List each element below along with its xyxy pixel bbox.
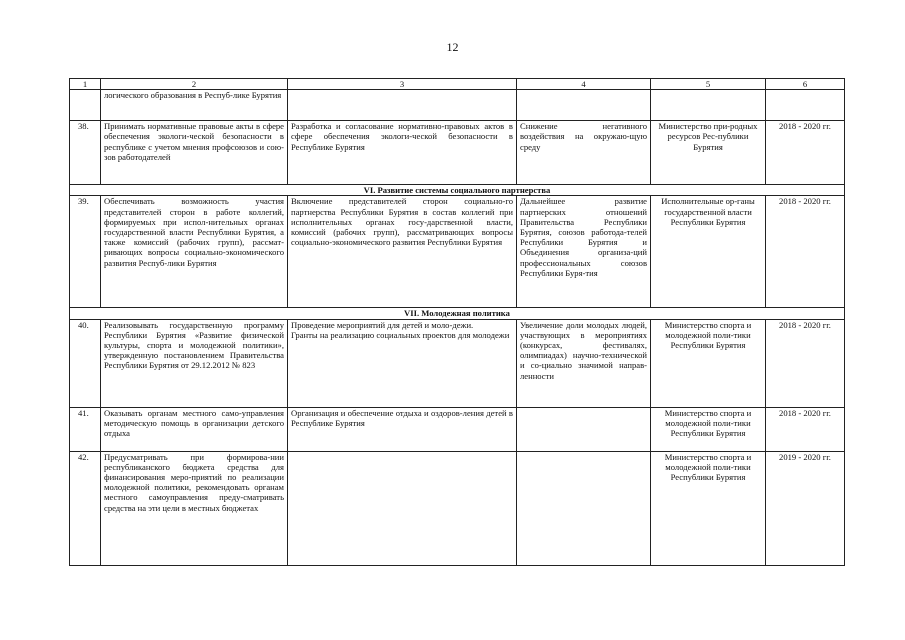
row-number: 42.	[70, 451, 101, 565]
section-title: VI. Развитие системы социального партнерства	[70, 185, 845, 196]
row-number: 41.	[70, 407, 101, 451]
header-col-1: 1	[70, 79, 101, 90]
row-result: Дальнейшее развитие партнерских отношений Правительства Республики Бурятия, союзов работода-телей Республики Бурятия и Объединения организа-ций профессиональных союзов Республики Буря-тия	[517, 196, 651, 308]
row-content-item: Гранты на реализацию социальных проектов для молодежи	[291, 329, 510, 340]
row-result: Снижение негативного воздействия на окружаю-щую среду	[517, 121, 651, 185]
row-result	[517, 407, 651, 451]
row-executor: Исполнительные ор-ганы государственной власти Республики Бурятия	[651, 196, 766, 308]
row-content: Включение представителей сторон социально-го партнерства Республики Бурятия в состав коллегий при исполнительных органах госу-дарственной власти, комиссий (рабочих групп), рассматривающих вопросы социально-экономического развития Республики Бурятия	[288, 196, 517, 308]
table-row-40	[70, 319, 845, 407]
row-measure: Предусматривать при формирова-нии республиканского бюджета средства для финансирования меро-приятий по реализации молодежной политики, рекомендовать органам местного самоуправления преду-сматривать средства на эти цели в местных бюджетах	[101, 451, 288, 565]
table-row-continuation	[70, 90, 845, 121]
row-number: 39.	[70, 196, 101, 308]
row-measure: Принимать нормативные правовые акты в сфере обеспечения экологи-ческой безопасности в республике с учетом мнения профсоюзов и сою-зов работодателей	[101, 121, 288, 185]
row-result	[517, 451, 651, 565]
row-content: Разработка и согласование нормативно-правовых актов в сфере обеспечения экологи-ческой безопасности в Республике Бурятия	[288, 121, 517, 185]
row-content	[288, 90, 517, 121]
row-measure: Оказывать органам местного само-управления методическую помощь в организации детского отдыха	[101, 407, 288, 451]
row-result: Увеличение доли молодых людей, участвующих в мероприятиях (конкурсах, фестивалях, олимпиадах) научно-технической и со-циально значимой направ-ленности	[517, 319, 651, 407]
section-title: VII. Молодежная политика	[70, 308, 845, 319]
row-period: 2018 - 2020 гг.	[766, 121, 845, 185]
table-row-41	[70, 407, 845, 451]
row-executor: Министерство спорта и молодежной поли-тики Республики Бурятия	[651, 451, 766, 565]
table-header-row	[70, 79, 845, 90]
row-number	[70, 90, 101, 121]
row-period: 2018 - 2020 гг.	[766, 196, 845, 308]
header-col-5: 5	[651, 79, 766, 90]
row-content: Организация и обеспечение отдыха и оздоров-ления детей в Республике Бурятия	[288, 407, 517, 451]
row-measure: Обеспечивать возможность участия представителей сторон в работе коллегий, формируемых при испол-нительных органах государственной власти Республики Бурятия, а также комиссий (рабочих групп), рассмат-ривающих вопросы социально-экономического развития Респуб-лики Бурятия	[101, 196, 288, 308]
measures-table	[69, 78, 845, 566]
section-heading-7	[70, 308, 845, 319]
row-measure: логического образования в Респуб-лике Бурятия	[101, 90, 288, 121]
row-content	[288, 319, 517, 407]
row-executor: Министерство спорта и молодежной поли-тики Республики Бурятия	[651, 319, 766, 407]
header-col-4: 4	[517, 79, 651, 90]
row-measure: Реализовывать государственную программу Республики Бурятия «Развитие физической культуры, спорта и молодежной политики», утвержденную постановлением Правительства Республики Бурятия от 29.12.2012 № 823	[101, 319, 288, 407]
row-period	[766, 90, 845, 121]
header-col-6: 6	[766, 79, 845, 90]
row-executor: Министерство при-родных ресурсов Рес-публики Бурятия	[651, 121, 766, 185]
row-content	[288, 451, 517, 565]
row-period: 2018 - 2020 гг.	[766, 319, 845, 407]
table-row-39	[70, 196, 845, 308]
row-number: 38.	[70, 121, 101, 185]
row-result	[517, 90, 651, 121]
row-period: 2019 - 2020 гг.	[766, 451, 845, 565]
table-row-42	[70, 451, 845, 565]
header-col-3: 3	[288, 79, 517, 90]
header-col-2: 2	[101, 79, 288, 90]
row-content-item: Проведение мероприятий для детей и моло-дежи.	[291, 319, 474, 330]
row-executor	[651, 90, 766, 121]
row-executor: Министерство спорта и молодежной поли-тики Республики Бурятия	[651, 407, 766, 451]
row-number: 40.	[70, 319, 101, 407]
row-period: 2018 - 2020 гг.	[766, 407, 845, 451]
table-row-38	[70, 121, 845, 185]
section-heading-6	[70, 185, 845, 196]
page-number: 12	[446, 40, 459, 54]
